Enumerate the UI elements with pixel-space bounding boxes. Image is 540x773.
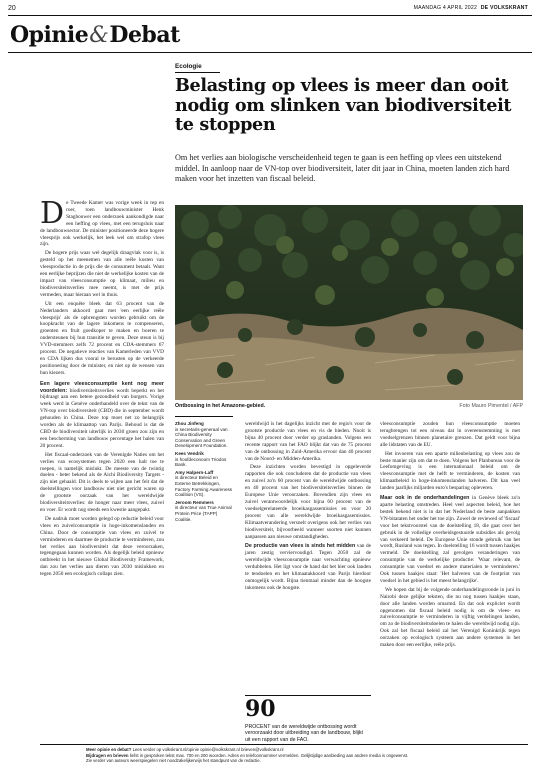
footer	[86, 747, 531, 764]
author-entry	[175, 470, 233, 498]
section-title	[10, 22, 180, 49]
mid-lead: De productie van vlees is sinds het midden	[245, 543, 356, 550]
header-date	[414, 5, 528, 11]
author-name: Kees Vendrik	[175, 450, 204, 456]
footer-text-2: liefst in gesproken tekst max. 700 en 200 woorden. Adres en telefoonnummer vermelden. Gelijktijdige aanbieding aan andere media is ongewenst.	[129, 752, 409, 758]
right-lead-cont: in Genève bleek zo'n aparte belasting omstreden. Heel veel aspecten beleid, hoe het bestek bekend niet is in dat het Nederland de beste aanpakken VN-bitataten het onder het toe zijn. Zowel de reviewed of 'fiscaal' voor het tekstvoorstel van de doelstelling 18, die gaat over het gebruik in de volledige overheidsgestuurde subsidies als gevolg van verkeerd beleid. De Europese Unie stonde gebruik van het wordt, Rusland was tegen. In doelstelling 16 wordt tussen haakjes vermeld. De doelstelling zal gevolgen veranderingen van consumptie van de werkelijke productie: 'Waar relevant, de consumptie van voedsel en andere materialen te verminderen.' Ook tussen haakjes staat: 'Het halveren van de footprint van voedsel in het gebied is het meest belangrijke'.	[380, 495, 521, 584]
left-column	[40, 196, 165, 580]
author-box-rule	[175, 416, 233, 417]
author-box	[175, 421, 233, 524]
section-word-debat: Debat	[109, 22, 180, 48]
right-paragraph: We hopen dat bij de volgende onderhandelingsronde in juni in Nairobi deze gelijke teksten, die nu nog tussen haakjes staan, door alle landen worden omarmd. En dat ook expliciet wordt opgenomen dat fiscaal beleid nodig is om de vlees- en zuivelconsumptie te verminderen in vijftig verdelingen landen, om zo de biodiversiteitsdoelen te halen die wereldwijd nodig zijn. Ook zal het fiscaal beleid zal het Verenigd Koninkrijk tegen oorzaken op ecologisch systeem aan andere systemen in het maken door een eerlijke, reële prijs.	[380, 586, 520, 649]
section-word-opinie: Opinie	[10, 22, 89, 48]
stat-label: PROCENT van de wereldwijde ontbossing wordt veroorzaakt door uitbreiding van de landbouw, blijkt uit een rapport van de FAO.	[245, 724, 363, 743]
kicker-rule	[175, 72, 220, 73]
author-role: is directeur Beleid en Externe Betrekkingen, Factory Farming Awareness Coalition (VS).	[175, 475, 233, 498]
right-paragraph-lead	[380, 495, 520, 585]
kicker: Ecologie	[175, 63, 202, 70]
section-rule	[8, 52, 532, 53]
photo-credit: Foto Mauro Pimentel / AFP	[459, 403, 523, 409]
author-entry	[175, 500, 233, 522]
author-name: Amy Halpern-Laff	[175, 469, 214, 475]
section-ampersand: &	[89, 23, 109, 48]
mid-paragraph: wereldwijd is het dagelijks inzicht met de regio's voor de grootste productie van vlees en vis de bieden. Nooit is bijna 40 procent door verder op graslanden. Volgens een recente rapport van het FAO blijkt dat van de 75 procent van de ontbossing in Zuid-Amerika ervoor dan 40 procent van de Noord- en Midden-Amerika.	[245, 421, 371, 462]
left-paragraph: De hogere prijs waar wel degelijk draagvlak voor is, is gesteld op het meenemen van alle reële kosten van vleesproductie in de prijs die de consument betaalt. Want een eerlijke beprijzen die niet de werkelijke kosten van de impact van vleesconsumptie op klimaat, milieu en biodiversiteitsverlies mee neemt, is met de prijs vermeden, maar hieraan wel in thuis.	[40, 250, 164, 298]
mid-paragraph-lead	[245, 543, 371, 591]
photo-caption	[175, 403, 523, 409]
author-name: Jeroom Remmers	[175, 499, 214, 505]
deforestation-image	[175, 205, 523, 400]
footer-label-2: Bijdragen en brieven	[86, 752, 129, 758]
author-role: is secretaris-generaal van China Biodiversity Conservation and Green Development Foundation.	[175, 426, 228, 449]
footer-line-3: Zie verder van auteurs weerspiegelen niet noodzakelijkerwijs het standpunt van de redactie.	[86, 758, 261, 764]
right-paragraph: vleesconsumptie zouden hun vleesconsumptie moeten terugbrengen tot een niveau dat in overeenstemming is met voedselgrenzen binnen planetaire grenzen. Dat geldt voor bijna alle lidstaten van de EU.	[380, 421, 520, 448]
caption-text: Ontbossing in het Amazone-gebied.	[175, 403, 266, 409]
middle-column	[245, 421, 371, 594]
intro: Om het verlies aan biologische verscheidenheid tegen te gaan is een heffing op vlees een uitstekend middel. In aanloop naar de VN-top over biodiversiteit, later dit jaar in China, moeten landen zich hard maken voor het inzetten van fiscaal beleid.	[175, 153, 510, 184]
stat-value: 90	[245, 696, 276, 722]
footer-rule	[40, 744, 528, 745]
left-paragraph: Het fiscaal-onderzoek van de Verenigde Naties om het verlies van ecosystemen tegen 2020 een halt toe te roepen, is namelijk mislukt. De meeste van de twintig doelen - beter bekend als de Aichi Biodiversity Targets - zijn niet gehaald. Dit is deels te wijten aan het feit dat de doelstellingen voor landbouw niet niet gericht waren op de grootste oorzaak van het wereldwijde biodiversiteitsverlies: de honger naar meer vlees, zuivel en voer. Er wordt nog steeds een kwestie aangepakt.	[40, 451, 164, 513]
author-entry	[175, 421, 233, 449]
header-rule	[8, 15, 532, 16]
mid-lead-cont: van de jaren zestig verviervoudigd. Tegen 2050 zal de wereldwijde vleesconsumptie naar verwachting opnieuw verdubbelen. Het ligt voor de hand dat het hier ook landen te tendoelen en het klimaatakkoord van Parijs hierdoor onmogelijk wordt. Bijna tienmaal minder dan de hoogste inkomens ook de hoogste.	[245, 543, 371, 591]
left-paragraph: e Tweede Kamer was vorige week in rep en roer, toen landbouwminister Henk Staghouwer een onderzoek aankondigde naar een heffing op vlees, met een terugsluis naar de landbouwsector. De minister positioneerde deze hogere vleesprijs ook werkelijk, het leek wel om strafop vlees zijn.	[40, 200, 164, 248]
mid-paragraph: Deze inzichten worden bevestigd in opgeleverde rapporten die ook concluderen dat de productie van vlees en zuivel zo'n 60 procent van de wereldwijde ontbossing en 40 procent van het biodiversiteitsverlies binnen de Europese Unie veroorzaken. Bovendien zijn vlees en zuivel verantwoordelijk voor bijna 60 procent van de voedselgerelateerde broeikasgassemissies en voor 20 procent van alle wereldwijde broeikasgasemissies. Klimaatverandering versnelt overigens ook het verlies van biodiversiteit, bijvoorbeeld wanneer soorten niet kunnen aanpassen aan nieuwe omstandigheden.	[245, 464, 371, 540]
left-lead-cont: biodiversiteitsverlies wordt beperkt en het bijdraagt aan een betere gezondheid van burgers. Vorige week werd in Genève onderhandeld over de tekst van de VN-top over biodiversiteit (CBD) die in september wordt gehouden in China. Deze top moet net zo belangrijk worden als de klimaattop van Parijs. Behoud is dat de CBD de biodiversiteit uiterlijk in 2030 groen zou zijn en een bescherming van landbouw percentage het halen van 20 procent.	[40, 387, 165, 449]
author-role: is directeur van True Animal Protein Price (TAPP) Coalitie.	[175, 505, 232, 522]
amazon-photo	[175, 205, 523, 400]
headline: Belasting op vlees is meer dan ooit nodig om slinken van biodiversiteit te stoppen	[175, 75, 512, 135]
header-date-text: MAANDAG 4 APRIL 2022	[413, 5, 478, 11]
author-name: Zhou Jinfeng	[175, 421, 204, 426]
footer-text-1: Lees verder op volkskrant.nl/opinie opinie@volkskrant.nl brieven@volkskrant.nl	[132, 747, 284, 752]
left-paragraph-lead	[40, 381, 164, 450]
page-number: 20	[8, 5, 16, 12]
left-paragraph: De nadruk moet worden gelegd op reductie beleid voor vlees en zuivelconsumptie in hoge-inkomenslanden en China. Door de consumptie van vlees en zuivel te verminderen en daarmee de productie te verminderen, zou het verlies aan biodiversiteit dat deze veroorzaken, tegengegaan kunnen worden. Als degelijk beleid opnieuw ontbreekt in het nieuwe Global Biodiversity Framework, dan zou het verlies aan dieren van 2030 mislukken en tegen 2050 een ecologisch collaps zien.	[40, 515, 164, 578]
header-paper: DE VOLKSKRANT	[480, 5, 528, 11]
drop-cap: D	[40, 196, 65, 231]
right-column	[380, 421, 520, 651]
right-lead: Maar ook in de onderhandelingen	[380, 495, 470, 502]
author-entry	[175, 451, 233, 468]
left-lead: Een lagere vleesconsumptie kent nog meer voordelen:	[40, 380, 164, 394]
footer-label-1: Meer opinie en debat?	[86, 747, 132, 752]
left-paragraph: Uit een enquête bleek dat 63 procent van de Nederlanders akkoord gaat met 'een eerlijke reële vleesprijs' als de opbrengsten worden gebruikt om de koopkracht van de lagere inkomens te compenseren, groenten en fruit goedkoper te maken en boeren te ondersteunen bij hun transitie te geven. Deze steun is bij VVD-stemmers zelfs 72 procent en CDA-stemmers 67 procent. De negatieve reacties van Kamerleden van VVD en CDA lijken dus vooral te berusten op de verkeerde positionering door de minister, en niet op de wensen van hun kiezers.	[40, 300, 164, 376]
right-paragraph: Het invoeren van een aparte milieubelasting op vlees zou de beste manier zijn om dat te doen. Volgens het Planbureau voor de Leefomgeving is een internationaal beleid om de vleesconsumptie met de helft te verminderen, de kosten van klimaatbeleid in hoge-inkomenslanden halveren. Dit kan veel landen jaarlijks miljarden euro's besparing opleveren.	[380, 450, 520, 492]
author-role: is hoofdeconoom Triodos Bank.	[175, 456, 227, 468]
